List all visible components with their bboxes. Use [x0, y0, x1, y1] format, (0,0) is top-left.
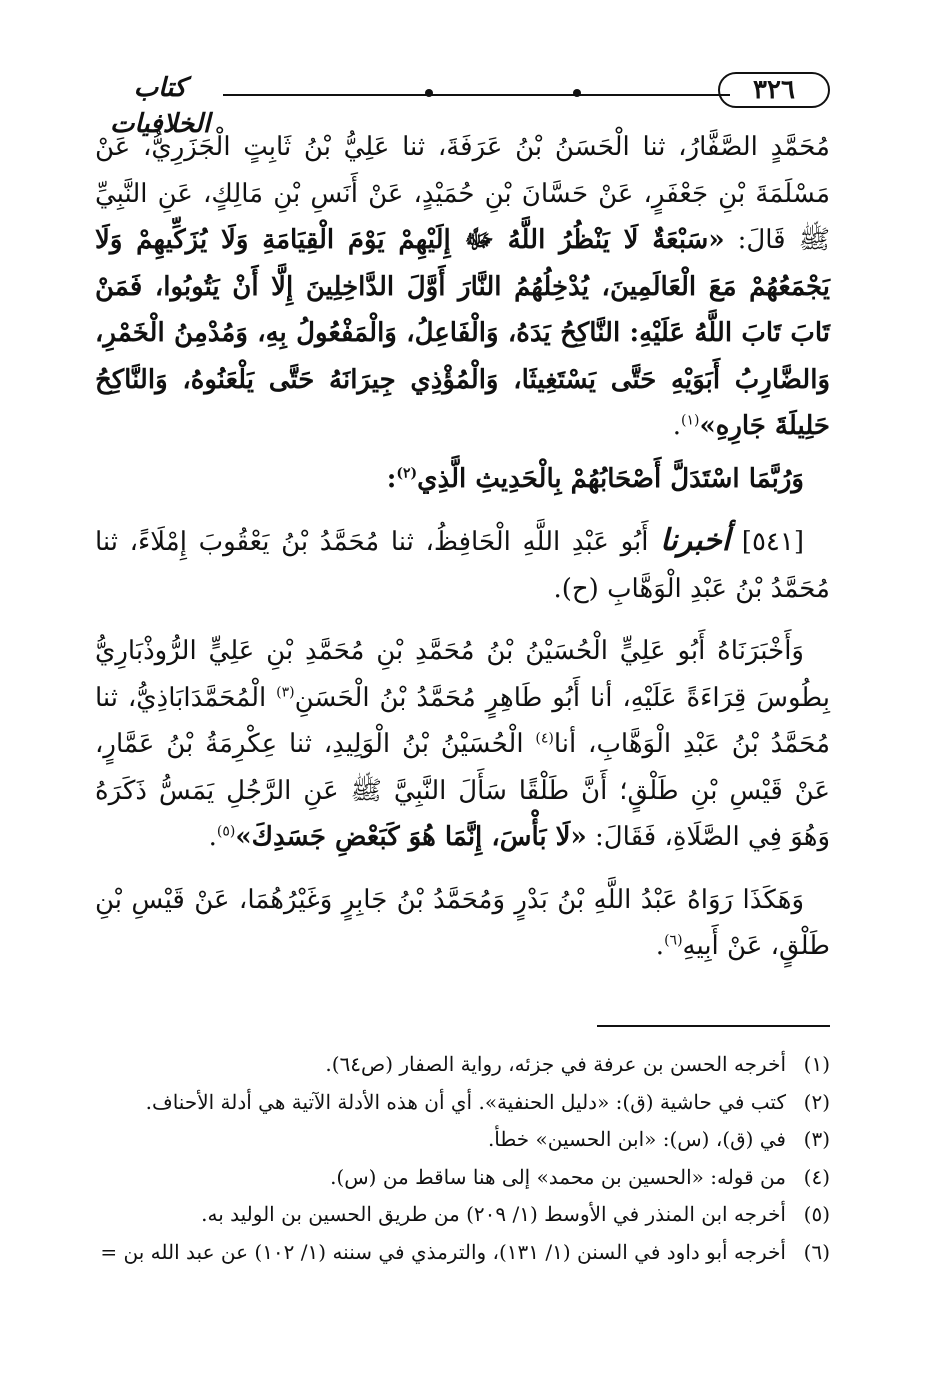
footnote-text: كتب في حاشية (ق): «دليل الحنفية». أي أن هذه الأدلة الآتية هي أدلة الأحناف.: [145, 1089, 786, 1114]
akhbarana-marker: أخبرنا: [660, 523, 731, 558]
hadith-quote: «سَبْعَةٌ لَا يَنْظُرُ اللَّهُ ﷻ إِلَيْهِمْ يَوْمَ الْقِيَامَةِ وَلَا يُزَكِّيهِمْ وَلَا يَجْمَعُهُمْ مَعَ الْعَالَمِينَ، يُدْخِلُهُمُ النَّارَ أَوَّلَ الدَّاخِلِينَ إِلَّا أَنْ يَتُوبُوا، فَمَنْ تَابَ تَابَ اللَّهُ عَلَيْهِ: النَّاكِحُ يَدَهُ، وَالْفَاعِلُ، وَالْمَفْعُولُ بِهِ، وَمُدْمِنُ الْخَمْرِ، وَالضَّارِبُ أَبَوَيْهِ حَتَّى يَسْتَغِيثَا، وَالْمُؤْذِي جِيرَانَهُ حَتَّى يَلْعَنُوهُ، وَالنَّاكِحُ حَلِيلَةَ جَارِهِ»: [95, 225, 830, 441]
page-number: ٣٢٦: [718, 72, 830, 108]
page-header: [95, 68, 830, 139]
hadith-number: [٥٤١]: [741, 527, 805, 557]
footnote: [95, 1046, 830, 1084]
footnote-number: (٣): [803, 1127, 830, 1151]
paragraph: [95, 518, 830, 612]
footnote-number: (١): [803, 1052, 830, 1076]
main-text: [95, 124, 830, 986]
footnote-number: (٢): [803, 1089, 830, 1114]
paragraph-text: مُحَمَّدٍ الصَّفَّارُ، ثنا الْحَسَنُ بْنُ عَرَفَةَ، ثنا عَلِيُّ بْنُ ثَابِتٍ الْجَزَرِيُّ، عَنْ مَسْلَمَةَ بْنِ جَعْفَرٍ، عَنْ حَسَّانَ بْنِ حُمَيْدٍ، عَنْ أَنَسِ بْنِ مَالِكٍ، عَنِ النَّبِيِّ ﷺ قَالَ:: [95, 132, 830, 255]
footnote-ref[interactable]: (٦): [664, 932, 683, 949]
punctuation: .: [208, 822, 217, 852]
footnote-text: أخرجه الحسن بن عرفة في جزئه، رواية الصفار (ص٦٤).: [325, 1052, 786, 1076]
hadith-quote: «لَا بَأْسَ، إِنَّمَا هُوَ كَبَعْضِ جَسَدِكَ»: [235, 822, 587, 852]
paragraph-heading: [95, 456, 830, 503]
paragraph-text: الْمُحَمَّدَابَاذِيُّ، ثنا مُحَمَّدُ بْنُ عَبْدِ الْوَهَّابِ، أنا: [95, 682, 830, 759]
footnote: [95, 1121, 830, 1159]
paragraph: [95, 628, 830, 861]
header-rule-ornament: [573, 89, 581, 97]
footnotes: [95, 1046, 830, 1271]
paragraph: [95, 877, 830, 970]
footnote-text: أخرجه ابن المنذر في الأوسط (١/ ٢٠٩) من طريق الحسين بن الوليد به.: [201, 1202, 786, 1226]
footnote-text: أخرجه أبو داود في السنن (١/ ١٣١)، والترمذي في سننه (١/ ١٠٢) عن عبد الله بن =: [100, 1239, 786, 1264]
footnote: [95, 1196, 830, 1234]
paragraph-text: وَأَخْبَرَنَاهُ أَبُو عَلِيٍّ الْحُسَيْنُ بْنُ مُحَمَّدِ بْنِ مُحَمَّدِ بْنِ عَلِيٍّ الرُّوذْبَارِيُّ بِطُوسَ قِرَاءَةً عَلَيْهِ، أنا أَبُو طَاهِرٍ مُحَمَّدُ بْنُ الْحَسَنِ: [95, 636, 830, 713]
punctuation: .: [672, 411, 681, 441]
footnote-ref[interactable]: (١): [680, 412, 700, 429]
footnote-ref[interactable]: (٣): [276, 683, 295, 700]
footnote: [95, 1234, 830, 1272]
footnote-text: في (ق)، (س): «ابن الحسين» خطأ.: [487, 1127, 786, 1151]
footnote-ref[interactable]: (٤): [535, 730, 554, 747]
header-rule-ornament: [425, 89, 433, 97]
punctuation: .: [655, 931, 665, 961]
paragraph-text: وَهَكَذَا رَوَاهُ عَبْدُ اللَّهِ بْنُ بَدْرٍ وَمُحَمَّدُ بْنُ جَابِرٍ وَغَيْرُهُمَا، عَنْ قَيْسِ بْنِ طَلْقٍ، عَنْ أَبِيهِ: [95, 884, 830, 961]
paragraph-text: أَبُو عَبْدِ اللَّهِ الْحَافِظُ، ثنا مُحَمَّدُ بْنُ يَعْقُوبَ إِمْلَاءً، ثنا مُحَمَّدُ بْنُ عَبْدِ الْوَهَّابِ (ح).: [95, 527, 830, 604]
footnote: [95, 1084, 830, 1122]
footnote-text: من قوله: «الحسين بن محمد» إلى هنا ساقط من (س).: [330, 1164, 786, 1189]
footnote-separator: [597, 1025, 830, 1027]
paragraph-text: وَرُبَّمَا اسْتَدَلَّ أَصْحَابُهُمْ بِالْحَدِيثِ الَّذِي: [417, 463, 804, 494]
footnote-number: (٥): [803, 1202, 830, 1226]
footnote-number: (٦): [803, 1239, 830, 1264]
footnote-ref[interactable]: (٢): [396, 464, 418, 481]
paragraph: [95, 124, 830, 450]
book-title: كتاب الخلافيات: [109, 73, 211, 139]
footnote: [95, 1159, 830, 1197]
paragraph-text: الْحُسَيْنُ بْنُ الْوَلِيدِ، ثنا عِكْرِمَةُ بْنُ عَمَّارٍ، عَنْ قَيْسِ بْنِ طَلْقٍ؛ أَنَّ طَلْقًا سَأَلَ النَّبِيَّ ﷺ عَنِ الرَّجُلِ يَمَسُّ ذَكَرَهُ وَهُوَ فِي الصَّلَاةِ، فَقَالَ:: [95, 729, 830, 852]
punctuation: :: [386, 463, 397, 494]
footnote-number: (٤): [803, 1164, 830, 1189]
footnote-ref[interactable]: (٥): [216, 823, 236, 840]
header-rule: [223, 94, 730, 96]
